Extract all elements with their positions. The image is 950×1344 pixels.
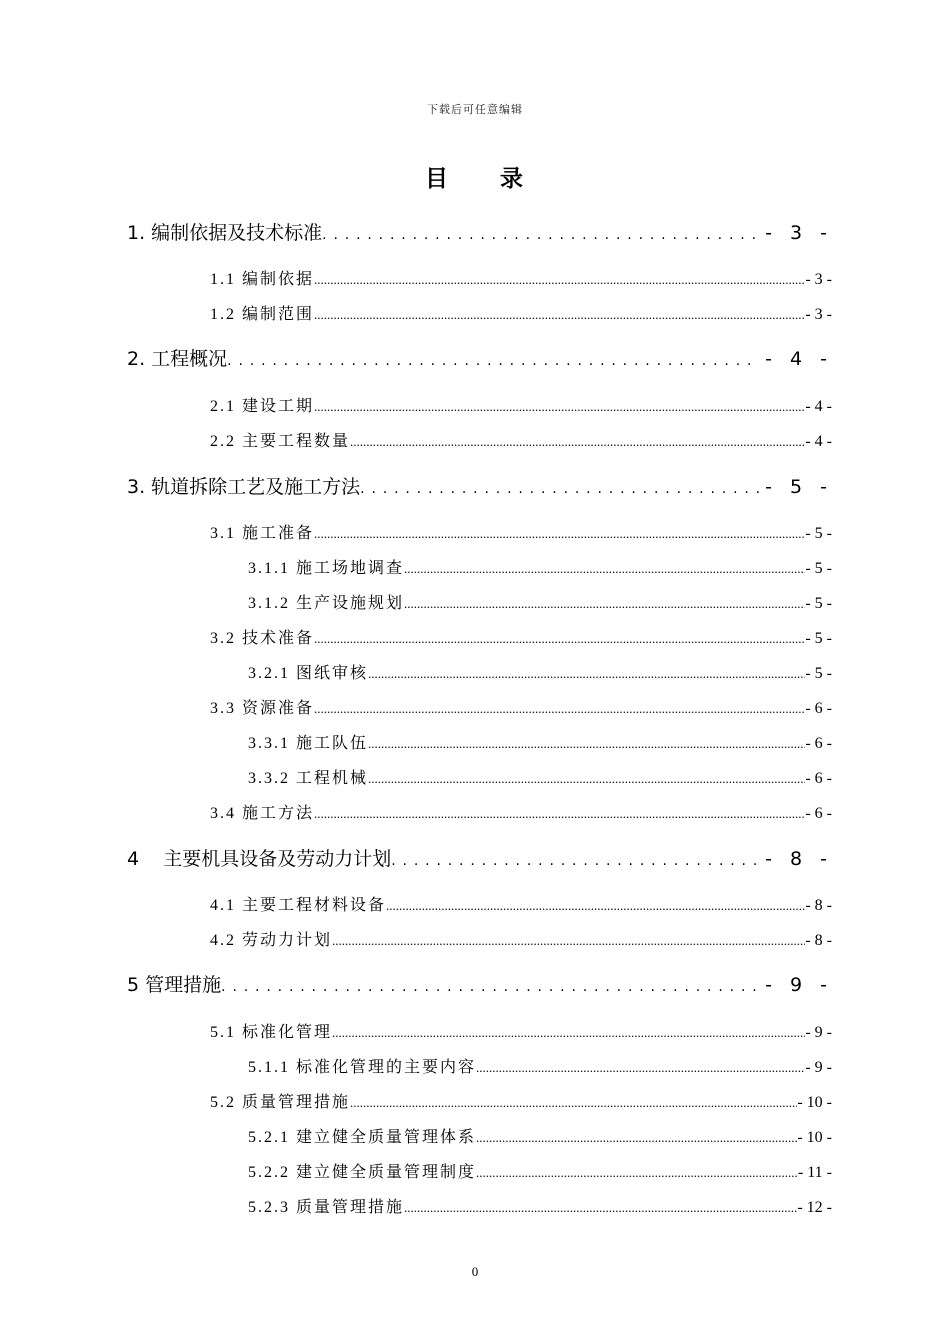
toc-entry-page: - 8 - (805, 897, 832, 914)
toc-entry-label: 1. 编制依据及技术标准 (127, 222, 323, 244)
toc-entry[interactable] (210, 625, 832, 649)
dot-leader (332, 932, 805, 950)
toc-entry-label: 3.1.1 施工场地调查 (248, 560, 405, 577)
toc-entry[interactable] (210, 695, 832, 719)
toc-entry-label: 3.1.2 生产设施规划 (248, 595, 405, 612)
toc-entry[interactable] (210, 1019, 832, 1043)
dot-leader (314, 306, 805, 324)
toc-entry[interactable] (210, 892, 832, 916)
toc-entry-page: - 6 - (805, 805, 832, 822)
dot-leader (350, 433, 805, 451)
toc-entry-page: - 5 - (805, 630, 832, 647)
dot-leader (322, 222, 759, 244)
toc-entry[interactable] (248, 765, 832, 789)
dot-leader (368, 770, 805, 788)
toc-entry[interactable] (248, 590, 832, 614)
toc-entry-label: 4.2 劳动力计划 (210, 932, 333, 949)
toc-entry-label: 3.2 技术准备 (210, 630, 315, 647)
toc-entry[interactable] (210, 927, 832, 951)
toc-entry-page: - 11 - (797, 1164, 832, 1181)
dot-leader (386, 897, 805, 915)
dot-leader (314, 805, 805, 823)
toc-entry[interactable] (248, 555, 832, 579)
toc-entry[interactable] (248, 660, 832, 684)
toc-entry-page: - 12 - (797, 1199, 832, 1216)
toc-entry-page: - 4 - (805, 398, 832, 415)
dot-leader (404, 560, 805, 578)
dot-leader (221, 974, 759, 996)
toc-title: 目 录 (424, 166, 545, 192)
toc-entry[interactable] (210, 800, 832, 824)
toc-entry-label: 3.2.1 图纸审核 (248, 665, 369, 682)
toc-entry-page: - 3 - (805, 271, 832, 288)
dot-leader (391, 848, 759, 870)
dot-leader (404, 595, 805, 613)
toc-entry-page: - 6 - (805, 735, 832, 752)
toc-entry-page: - 8 - (765, 848, 833, 870)
toc-entry[interactable] (248, 1124, 832, 1148)
toc-entry-page: - 8 - (805, 932, 832, 949)
toc-entry[interactable] (127, 218, 833, 248)
dot-leader (350, 1094, 797, 1112)
dot-leader (332, 1024, 805, 1042)
dot-leader (314, 398, 805, 416)
toc-entry-page: - 3 - (805, 306, 832, 323)
toc-entry-page: - 5 - (805, 595, 832, 612)
toc-entry-label: 5.2.1 建立健全质量管理体系 (248, 1129, 477, 1146)
page-number: 0 (471, 1264, 479, 1279)
toc-entry-label: 3.3 资源准备 (210, 700, 315, 717)
toc-entry-label: 5.2 质量管理措施 (210, 1094, 351, 1111)
dot-leader (404, 1199, 797, 1217)
toc-entry-page: - 6 - (805, 700, 832, 717)
toc-entry-page: - 5 - (805, 665, 832, 682)
dot-leader (314, 630, 805, 648)
toc-entry[interactable] (248, 1054, 832, 1078)
toc-entry-page: - 9 - (805, 1024, 832, 1041)
toc-entry[interactable] (210, 301, 832, 325)
toc-entry[interactable] (210, 1089, 832, 1113)
toc-entry-page: - 4 - (765, 348, 833, 370)
toc-entry-label: 5 管理措施 (127, 974, 222, 996)
toc-entry-label: 4.1 主要工程材料设备 (210, 897, 387, 914)
toc-entry[interactable] (248, 1159, 832, 1183)
toc-entry-label: 3.3.1 施工队伍 (248, 735, 369, 752)
toc-entry-page: - 9 - (805, 1059, 832, 1076)
toc-entry[interactable] (210, 266, 832, 290)
toc-entry[interactable] (248, 730, 832, 754)
header-note: 下载后可任意编辑 (427, 103, 523, 116)
toc-entry-label: 5.1 标准化管理 (210, 1024, 333, 1041)
toc-entry-label: 4 主要机具设备及劳动力计划 (127, 848, 392, 870)
toc-entry-page: - 5 - (805, 525, 832, 542)
toc-entry[interactable] (127, 472, 833, 502)
toc-entry-label: 5.1.1 标准化管理的主要内容 (248, 1059, 477, 1076)
dot-leader (476, 1059, 805, 1077)
toc-entry-label: 1.1 编制依据 (210, 271, 315, 288)
toc-entry-label: 3.4 施工方法 (210, 805, 315, 822)
toc-entry[interactable] (248, 1194, 832, 1218)
toc-entry-label: 1.2 编制范围 (210, 306, 315, 323)
toc-entry-page: - 3 - (765, 222, 833, 244)
toc-entry-label: 2.2 主要工程数量 (210, 433, 351, 450)
toc-entry[interactable] (210, 393, 832, 417)
toc-entry-page: - 10 - (797, 1094, 832, 1111)
dot-leader (476, 1164, 798, 1182)
toc-entry-page: - 4 - (805, 433, 832, 450)
dot-leader (314, 700, 805, 718)
toc-entry-page: - 5 - (765, 476, 833, 498)
toc-entry-page: - 10 - (797, 1129, 832, 1146)
toc-entry[interactable] (210, 428, 832, 452)
dot-leader (314, 525, 805, 543)
toc-entry-label: 3.1 施工准备 (210, 525, 315, 542)
toc-entry[interactable] (210, 520, 832, 544)
toc-entry-label: 3.3.2 工程机械 (248, 770, 369, 787)
dot-leader (368, 665, 805, 683)
toc-entry-page: - 6 - (805, 770, 832, 787)
toc-entry[interactable] (127, 344, 833, 374)
toc-entry-label: 3. 轨道拆除工艺及施工方法 (127, 476, 361, 498)
toc-entry[interactable] (127, 970, 833, 1000)
toc-entry[interactable] (127, 844, 833, 874)
toc-entry-page: - 9 - (765, 974, 833, 996)
dot-leader (368, 735, 805, 753)
toc-entry-label: 2. 工程概况 (127, 348, 228, 370)
dot-leader (227, 348, 759, 370)
toc-entry-label: 5.2.3 质量管理措施 (248, 1199, 405, 1216)
dot-leader (314, 271, 805, 289)
toc-entry-label: 5.2.2 建立健全质量管理制度 (248, 1164, 477, 1181)
toc-entry-page: - 5 - (805, 560, 832, 577)
toc-entry-label: 2.1 建设工期 (210, 398, 315, 415)
dot-leader (360, 476, 759, 498)
dot-leader (476, 1129, 797, 1147)
